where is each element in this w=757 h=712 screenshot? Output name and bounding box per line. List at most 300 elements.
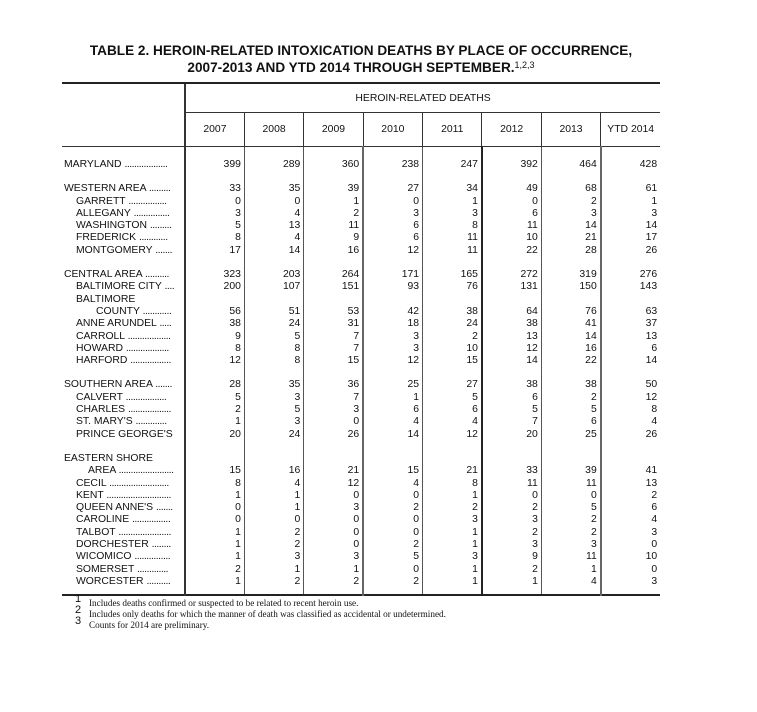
cell-2013: 38: [541, 379, 600, 391]
row-label: [62, 392, 185, 404]
cell-2013: 2: [541, 514, 600, 526]
cell-2010: 42: [363, 306, 422, 318]
table-row: [62, 514, 660, 526]
leader-dots: ........: [151, 539, 171, 551]
cell-ytd-2014: 63: [601, 306, 660, 318]
cell-2007: 1: [185, 576, 244, 588]
cell-2007: 399: [185, 159, 244, 171]
cell-2008: 1: [244, 490, 303, 502]
cell-2007: 2: [185, 404, 244, 416]
cell-2013: 25: [541, 429, 600, 441]
cell-2013: 11: [541, 551, 600, 563]
row-label-text: BALTIMORE: [76, 293, 136, 305]
cell-2009: 0: [304, 416, 363, 428]
cell-2012: 64: [482, 306, 541, 318]
cell-ytd-2014: 37: [601, 318, 660, 330]
cell-2013: 6: [541, 416, 600, 428]
cell-2010: 5: [363, 551, 422, 563]
row-label-text: HARFORD: [76, 355, 128, 367]
cell-2007: 1: [185, 527, 244, 539]
table-row: [62, 196, 660, 208]
row-label: [62, 183, 185, 195]
cell-2008: [244, 294, 303, 306]
row-label: [62, 281, 185, 293]
cell-2010: 238: [363, 159, 422, 171]
cell-2013: 2: [541, 196, 600, 208]
cell-2012: 1: [482, 576, 541, 588]
cell-ytd-2014: 428: [601, 159, 660, 171]
footnote-mark: 1: [75, 593, 82, 605]
cell-ytd-2014: 13: [601, 478, 660, 490]
cell-2011: 34: [423, 183, 482, 195]
row-label: [62, 416, 185, 428]
cell-2011: 1: [423, 576, 482, 588]
cell-2011: 3: [423, 551, 482, 563]
cell-2009: 7: [304, 392, 363, 404]
row-label-text: CALVERT: [76, 391, 123, 403]
heroin-deaths-table: [62, 82, 660, 596]
footnote-mark: 3: [75, 615, 82, 627]
table-row: [62, 465, 660, 477]
leader-dots: ................: [132, 514, 171, 526]
cell-2008: 13: [244, 220, 303, 232]
cell-2013: 5: [541, 502, 600, 514]
row-label: [62, 502, 185, 514]
cell-2013: 2: [541, 392, 600, 404]
table-row: [62, 564, 660, 576]
row-label-text: GARRETT: [76, 195, 126, 207]
table-row: [62, 453, 660, 465]
cell-2010: 2: [363, 502, 422, 514]
table-row: [62, 306, 660, 318]
cell-2008: 2: [244, 527, 303, 539]
cell-2010: [363, 294, 422, 306]
cell-ytd-2014: 26: [601, 245, 660, 257]
cell-2013: 21: [541, 232, 600, 244]
row-label: [62, 514, 185, 526]
cell-2007: 1: [185, 416, 244, 428]
cell-2013: 4: [541, 576, 600, 588]
cell-2010: 1: [363, 392, 422, 404]
cell-ytd-2014: 17: [601, 232, 660, 244]
spacer-row: [62, 588, 660, 595]
cell-ytd-2014: 14: [601, 355, 660, 367]
cell-2011: 2: [423, 502, 482, 514]
row-label-text: SOUTHERN AREA: [64, 379, 153, 391]
cell-2010: 27: [363, 183, 422, 195]
cell-2012: 11: [482, 220, 541, 232]
row-label-text: CARROLL: [76, 330, 125, 342]
row-label-text: SOMERSET: [76, 563, 135, 575]
group-header: HEROIN-RELATED DEATHS: [185, 84, 660, 113]
footnotes: [75, 593, 446, 631]
leader-dots: .............: [137, 563, 169, 575]
leader-dots: ............: [138, 232, 168, 244]
row-label: [62, 478, 185, 490]
cell-2007: 28: [185, 379, 244, 391]
cell-2007: 56: [185, 306, 244, 318]
cell-2008: 8: [244, 355, 303, 367]
cell-2008: 16: [244, 465, 303, 477]
row-label-text: CHARLES: [76, 404, 126, 416]
bottom-rule: [62, 595, 660, 596]
cell-2007: 2: [185, 564, 244, 576]
cell-ytd-2014: 50: [601, 379, 660, 391]
leader-dots: ..................: [125, 342, 169, 354]
cell-2010: 171: [363, 269, 422, 281]
cell-2012: 0: [482, 490, 541, 502]
cell-2009: 2: [304, 208, 363, 220]
cell-ytd-2014: 8: [601, 404, 660, 416]
cell-2012: 3: [482, 539, 541, 551]
cell-2010: 18: [363, 318, 422, 330]
table-row: [62, 429, 660, 441]
cell-2008: 3: [244, 551, 303, 563]
cell-2012: 10: [482, 232, 541, 244]
cell-2008: 8: [244, 343, 303, 355]
cell-2008: 3: [244, 392, 303, 404]
cell-2012: 22: [482, 245, 541, 257]
cell-2007: 8: [185, 232, 244, 244]
table-row: [62, 208, 660, 220]
table-row: [62, 281, 660, 293]
row-label-text: EASTERN SHORE: [64, 452, 153, 464]
cell-2013: 14: [541, 220, 600, 232]
cell-2008: 35: [244, 183, 303, 195]
cell-2009: 31: [304, 318, 363, 330]
row-label-text: WICOMICO: [76, 551, 132, 563]
cell-2008: 51: [244, 306, 303, 318]
cell-2010: 15: [363, 465, 422, 477]
cell-2012: 20: [482, 429, 541, 441]
cell-2009: [304, 294, 363, 306]
table-row: [62, 392, 660, 404]
table-row: [62, 355, 660, 367]
row-label-text: KENT: [76, 489, 104, 501]
cell-2007: 323: [185, 269, 244, 281]
cell-2011: 165: [423, 269, 482, 281]
table-row: [62, 551, 660, 563]
row-label-text: PRINCE GEORGE'S: [76, 428, 173, 440]
table-title: [62, 42, 660, 76]
cell-2010: 93: [363, 281, 422, 293]
table-row: [62, 294, 660, 306]
row-label-text: MARYLAND: [64, 159, 122, 170]
cell-2007: 5: [185, 220, 244, 232]
cell-2008: 4: [244, 208, 303, 220]
cell-2007: [185, 453, 244, 465]
cell-2011: 15: [423, 355, 482, 367]
cell-2009: 0: [304, 514, 363, 526]
cell-ytd-2014: 3: [601, 527, 660, 539]
row-label: [62, 306, 185, 318]
cell-2012: 9: [482, 551, 541, 563]
cell-2011: 3: [423, 514, 482, 526]
table-row: [62, 539, 660, 551]
row-label: [62, 159, 185, 171]
table-row: [62, 576, 660, 588]
cell-2011: 1: [423, 539, 482, 551]
cell-2009: 0: [304, 527, 363, 539]
cell-ytd-2014: [601, 453, 660, 465]
cell-ytd-2014: 0: [601, 539, 660, 551]
cell-2008: 107: [244, 281, 303, 293]
row-label: [62, 318, 185, 330]
cell-2012: 33: [482, 465, 541, 477]
title-footnote-refs: 1,2,3: [514, 60, 535, 70]
cell-2011: 5: [423, 392, 482, 404]
cell-2010: 0: [363, 527, 422, 539]
row-label-text: FREDERICK: [76, 232, 137, 244]
footnote-text: Counts for 2014 are preliminary.: [89, 620, 210, 630]
cell-2010: 0: [363, 490, 422, 502]
row-label-text: ST. MARY'S: [76, 416, 133, 428]
row-label-text: QUEEN ANNE'S: [76, 502, 154, 514]
cell-2009: 7: [304, 331, 363, 343]
leader-dots: .......: [155, 502, 173, 514]
cell-2012: 11: [482, 478, 541, 490]
cell-2008: 5: [244, 331, 303, 343]
leader-dots: ....: [164, 281, 175, 293]
cell-2013: 3: [541, 539, 600, 551]
column-header-2008: 2008: [244, 113, 303, 147]
cell-2012: 272: [482, 269, 541, 281]
cell-2010: 4: [363, 416, 422, 428]
cell-2013: 319: [541, 269, 600, 281]
cell-ytd-2014: 3: [601, 208, 660, 220]
leader-dots: .......: [155, 379, 172, 391]
row-label: [62, 465, 185, 477]
leader-dots: ..........: [146, 575, 171, 587]
spacer-row: [62, 367, 660, 379]
cell-2008: 5: [244, 404, 303, 416]
cell-ytd-2014: 4: [601, 416, 660, 428]
table-body: [62, 147, 660, 597]
cell-2007: 1: [185, 539, 244, 551]
cell-2013: 150: [541, 281, 600, 293]
cell-2010: 2: [363, 576, 422, 588]
cell-2010: 6: [363, 220, 422, 232]
cell-2008: 3: [244, 416, 303, 428]
row-label: [62, 232, 185, 244]
cell-2012: 12: [482, 343, 541, 355]
cell-2009: 1: [304, 564, 363, 576]
cell-2010: [363, 453, 422, 465]
cell-2007: 1: [185, 490, 244, 502]
cell-2009: 0: [304, 490, 363, 502]
cell-2008: 4: [244, 478, 303, 490]
cell-2009: 21: [304, 465, 363, 477]
column-header-ytd-2014: YTD 2014: [601, 113, 660, 147]
cell-2012: 13: [482, 331, 541, 343]
cell-2009: [304, 453, 363, 465]
cell-ytd-2014: 3: [601, 576, 660, 588]
cell-2007: 0: [185, 514, 244, 526]
cell-2009: 2: [304, 576, 363, 588]
leader-dots: .....: [159, 318, 172, 330]
cell-2009: 15: [304, 355, 363, 367]
cell-2012: 5: [482, 404, 541, 416]
leader-dots: ............: [142, 305, 172, 317]
row-label-text: MONTGOMERY: [76, 244, 153, 256]
cell-2010: 0: [363, 196, 422, 208]
cell-2010: 6: [363, 404, 422, 416]
cell-2009: 1: [304, 196, 363, 208]
row-label: [62, 490, 185, 502]
row-label: [62, 404, 185, 416]
cell-2011: 8: [423, 478, 482, 490]
cell-2009: 3: [304, 551, 363, 563]
cell-2010: 3: [363, 331, 422, 343]
spacer-row: [62, 171, 660, 183]
row-label: [62, 208, 185, 220]
row-label: [62, 564, 185, 576]
row-label: [62, 269, 185, 281]
cell-2008: 203: [244, 269, 303, 281]
table-row: [62, 220, 660, 232]
cell-2012: 2: [482, 527, 541, 539]
cell-2011: 11: [423, 232, 482, 244]
cell-2007: 12: [185, 355, 244, 367]
table-row: [62, 232, 660, 244]
footnote-1: [75, 593, 446, 609]
cell-2008: 0: [244, 196, 303, 208]
cell-ytd-2014: 41: [601, 465, 660, 477]
cell-2009: 360: [304, 159, 363, 171]
row-label-text: COUNTY: [96, 305, 140, 317]
cell-2012: 392: [482, 159, 541, 171]
cell-2010: 12: [363, 245, 422, 257]
row-label: [62, 527, 185, 539]
cell-2009: 26: [304, 429, 363, 441]
row-label-text: WASHINGTON: [76, 220, 148, 232]
column-header-2011: 2011: [423, 113, 482, 147]
cell-2013: 464: [541, 159, 600, 171]
cell-2012: 7: [482, 416, 541, 428]
cell-2012: 38: [482, 318, 541, 330]
title-line-2-text: 2007-2013 AND YTD 2014 THROUGH SEPTEMBER.: [187, 60, 515, 75]
leader-dots: ...............: [134, 551, 171, 563]
cell-ytd-2014: 4: [601, 514, 660, 526]
row-label: [62, 576, 185, 588]
leader-dots: ..................: [124, 159, 168, 170]
leader-dots: ...........................: [106, 489, 171, 501]
cell-2009: 11: [304, 220, 363, 232]
row-label-text: DORCHESTER: [76, 539, 149, 551]
cell-ytd-2014: [601, 294, 660, 306]
cell-2007: 1: [185, 551, 244, 563]
cell-2008: 14: [244, 245, 303, 257]
cell-2009: 39: [304, 183, 363, 195]
cell-2008: 2: [244, 539, 303, 551]
cell-2008: 4: [244, 232, 303, 244]
cell-2008: 1: [244, 502, 303, 514]
cell-2009: 9: [304, 232, 363, 244]
cell-ytd-2014: 61: [601, 183, 660, 195]
row-label-text: TALBOT: [76, 526, 116, 538]
cell-2011: 6: [423, 404, 482, 416]
cell-2007: 0: [185, 502, 244, 514]
cell-2011: 21: [423, 465, 482, 477]
footnote-text: Includes deaths confirmed or suspected to be related to recent heroin use.: [89, 598, 359, 608]
cell-2010: 12: [363, 355, 422, 367]
table-row: [62, 490, 660, 502]
cell-2010: 4: [363, 478, 422, 490]
cell-2011: 12: [423, 429, 482, 441]
cell-ytd-2014: 26: [601, 429, 660, 441]
cell-2007: [185, 294, 244, 306]
cell-2013: 1: [541, 564, 600, 576]
cell-2011: 11: [423, 245, 482, 257]
cell-2008: 35: [244, 379, 303, 391]
leader-dots: .........................: [109, 477, 169, 489]
cell-2008: 0: [244, 514, 303, 526]
cell-2013: 11: [541, 478, 600, 490]
row-label-text: AREA: [88, 465, 116, 477]
footnote-3: [75, 615, 446, 631]
cell-2012: [482, 453, 541, 465]
row-label: [62, 539, 185, 551]
cell-ytd-2014: 6: [601, 343, 660, 355]
cell-ytd-2014: 2: [601, 490, 660, 502]
title-line-2: [62, 59, 660, 76]
cell-2013: 39: [541, 465, 600, 477]
cell-2009: 53: [304, 306, 363, 318]
cell-2009: 3: [304, 404, 363, 416]
cell-2007: 8: [185, 478, 244, 490]
table-row: [62, 269, 660, 281]
cell-2009: 36: [304, 379, 363, 391]
cell-2013: 5: [541, 404, 600, 416]
header-blank: [62, 84, 185, 113]
leader-dots: ................: [128, 195, 167, 207]
cell-ytd-2014: 10: [601, 551, 660, 563]
cell-2007: 17: [185, 245, 244, 257]
cell-2012: 49: [482, 183, 541, 195]
cell-2010: 0: [363, 564, 422, 576]
leader-dots: ..................: [127, 404, 171, 416]
cell-2013: 2: [541, 527, 600, 539]
cell-2011: 4: [423, 416, 482, 428]
cell-2009: 151: [304, 281, 363, 293]
cell-2011: 76: [423, 281, 482, 293]
cell-2010: 3: [363, 208, 422, 220]
cell-2008: 24: [244, 429, 303, 441]
leader-dots: .........: [149, 220, 172, 232]
cell-2013: 16: [541, 343, 600, 355]
table-row: [62, 502, 660, 514]
cell-ytd-2014: 14: [601, 220, 660, 232]
cell-2013: 68: [541, 183, 600, 195]
table-row: [62, 159, 660, 171]
cell-2010: 6: [363, 232, 422, 244]
cell-2009: 0: [304, 539, 363, 551]
table-row: [62, 245, 660, 257]
cell-2012: 0: [482, 196, 541, 208]
row-label-text: CECIL: [76, 477, 107, 489]
row-label: [62, 379, 185, 391]
leader-dots: .......................: [118, 465, 174, 477]
leader-dots: ..................: [127, 330, 171, 342]
leader-dots: ......................: [118, 526, 171, 538]
cell-2008: 2: [244, 576, 303, 588]
row-label-text: BALTIMORE CITY: [76, 281, 162, 293]
cell-2013: 22: [541, 355, 600, 367]
header-blank: [62, 113, 185, 147]
cell-2012: 131: [482, 281, 541, 293]
row-label-text: CAROLINE: [76, 514, 130, 526]
table-row: [62, 331, 660, 343]
